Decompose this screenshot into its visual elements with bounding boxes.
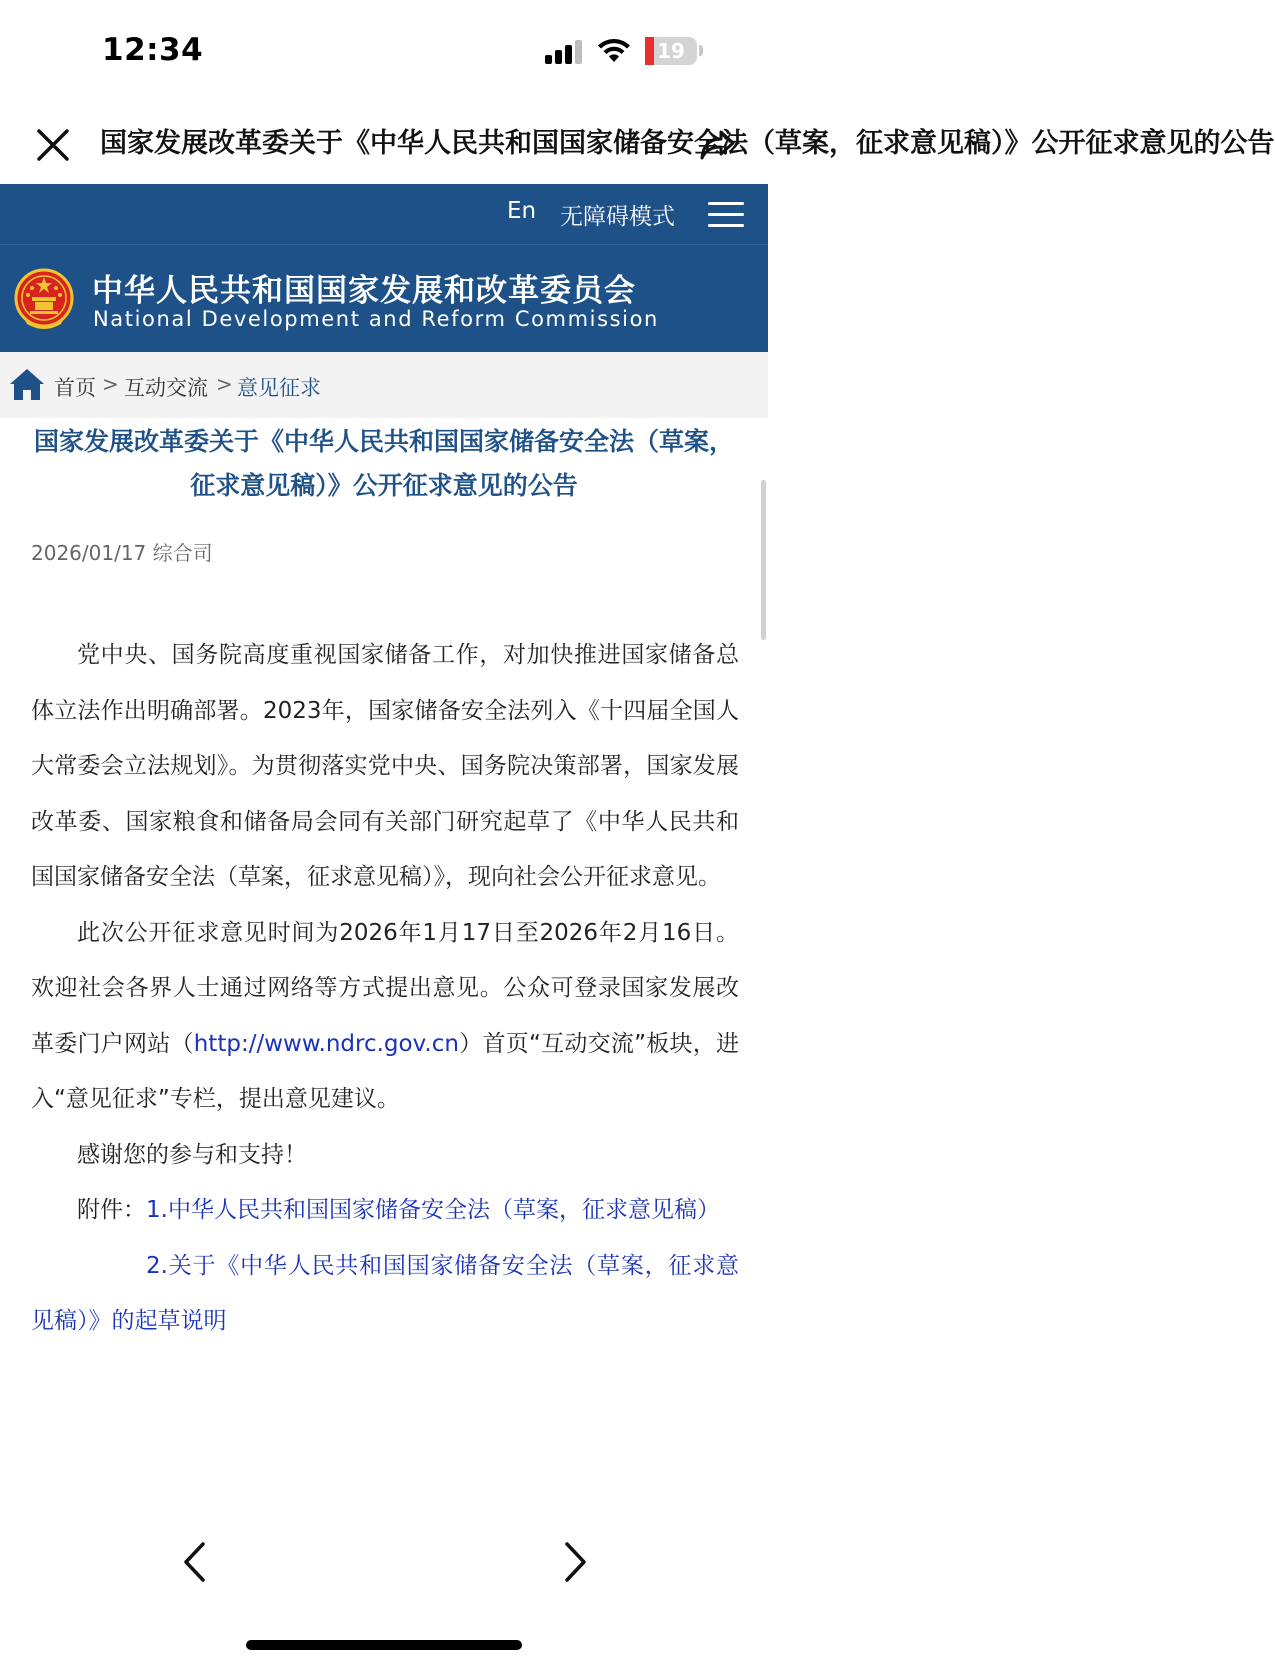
national-emblem-icon	[14, 268, 74, 332]
signal-icon	[545, 40, 583, 64]
article-date: 2026/01/17	[31, 541, 147, 565]
breadcrumb-home[interactable]: 首页	[54, 376, 96, 400]
site-top-bar	[0, 184, 768, 244]
attachment-row	[31, 1239, 739, 1350]
scrollbar[interactable]	[761, 480, 766, 640]
attachment-row	[31, 1183, 739, 1239]
ndrc-website-link[interactable]: http://www.ndrc.gov.cn	[193, 1030, 459, 1057]
paragraph-text: 此次公开征求意见时间为2026年1月17日至2026年2月16日。欢迎社会各界人士通过网络等方式提出意见。公众可登录国家发展改革委门户网站（	[31, 919, 739, 1057]
site-name-en: National Development and Reform Commission	[93, 307, 659, 331]
close-icon[interactable]	[30, 122, 76, 168]
share-icon[interactable]	[694, 122, 738, 166]
battery-icon	[645, 37, 697, 65]
status-time: 12:34	[102, 32, 204, 68]
chevron-left-icon[interactable]	[177, 1540, 213, 1584]
site-banner[interactable]	[0, 244, 768, 352]
article-content	[31, 628, 739, 1350]
site-name-cn: 中华人民共和国国家发展和改革委员会	[92, 273, 636, 309]
breadcrumb-current[interactable]: 意见征求	[237, 376, 321, 400]
article-paragraph	[31, 906, 739, 1128]
home-indicator[interactable]	[246, 1640, 522, 1650]
attachment-link-1[interactable]: 1.中华人民共和国国家储备安全法（草案，征求意见稿）	[146, 1197, 720, 1223]
breadcrumb-separator: >	[102, 372, 119, 396]
article-paragraph: 感谢您的参与和支持！	[77, 1141, 307, 1168]
wifi-icon	[597, 38, 631, 64]
article-department: 综合司	[152, 541, 213, 565]
battery-tip	[699, 45, 703, 56]
breadcrumb-interaction[interactable]: 互动交流	[124, 376, 208, 400]
english-link[interactable]: En	[507, 198, 537, 224]
breadcrumb	[0, 352, 768, 418]
page-title: 国家发展改革委关于《中华人民共和国国家储备安全法（草案，征求意见稿）》公开征求意见的公告	[100, 128, 1275, 159]
home-icon[interactable]	[8, 366, 46, 402]
accessibility-mode-link[interactable]: 无障碍模式	[560, 204, 675, 230]
attachments-label: 附件：	[77, 1197, 146, 1223]
chevron-right-icon[interactable]	[557, 1540, 593, 1584]
article-meta	[31, 537, 213, 566]
paragraph-text: ）首页“互动交流”板块，进入“意见征求”专栏，提出意见建议。	[31, 1030, 739, 1112]
attachment-link-2[interactable]: 2.关于《中华人民共和国国家储备安全法（草案，征求意见稿）》的起草说明	[31, 1252, 739, 1334]
battery-level: 19	[657, 39, 685, 63]
menu-icon[interactable]	[708, 202, 744, 228]
breadcrumb-separator: >	[216, 372, 233, 396]
browser-nav-bar	[0, 104, 1275, 184]
status-bar	[0, 0, 768, 104]
article-paragraph: 党中央、国务院高度重视国家储备工作，对加快推进国家储备总体立法作出明确部署。2023年，国家储备安全法列入《十四届全国人大常委会立法规划》。为贯彻落实党中央、国务院决策部署，国家发展改革委、国家粮食和储备局会同有关部门研究起草了《中华人民共和国国家储备安全法（草案，征求意见稿）》，现向社会公开征求意见。	[31, 642, 739, 890]
article-title: 国家发展改革委关于《中华人民共和国国家储备安全法（草案，征求意见稿）》公开征求意见的公告	[33, 427, 734, 500]
